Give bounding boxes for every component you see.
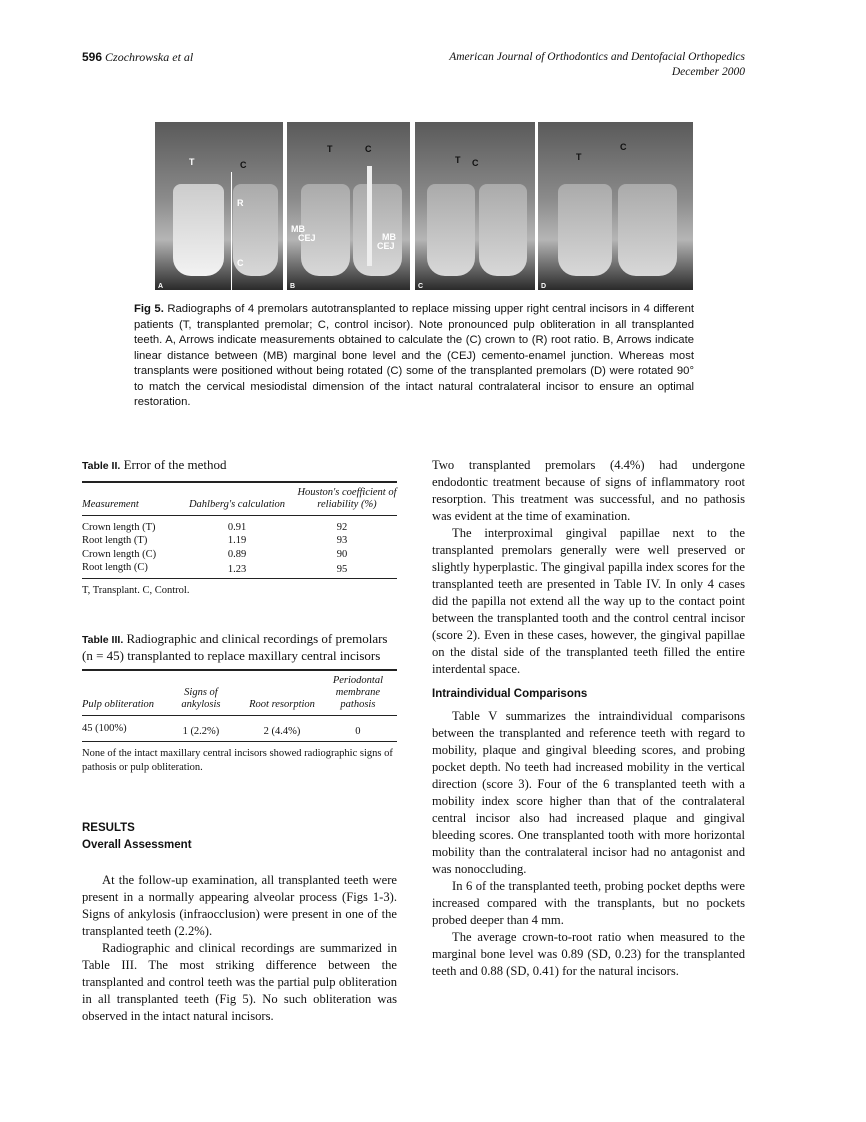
figure-caption <box>134 302 694 411</box>
table-2 <box>82 457 397 598</box>
col-header: Pulp obliteration <box>82 699 155 710</box>
col-header: Periodontal membrane pathosis <box>332 675 383 710</box>
cell: 0 <box>355 725 361 737</box>
cell: 0.89 <box>227 548 247 560</box>
paragraph: At the follow-up examination, all transplanted teeth were present in a normally appearing alveolar process (Figs 1-3). Signs of ankylosis (infraocclusion) were present in one of the transplanted teeth (2.2%). <box>82 873 397 938</box>
panel-letter: D <box>541 283 547 290</box>
radiograph-panel-b <box>287 122 410 290</box>
panel-letter: C <box>418 283 424 290</box>
table-row <box>82 722 397 742</box>
table-row <box>82 561 397 578</box>
subsection-heading: Intraindividual Comparisons <box>432 688 588 700</box>
table-2-grid <box>82 481 397 579</box>
table-row <box>82 534 397 548</box>
table-label: Table III. <box>82 634 124 646</box>
table-3 <box>82 631 397 775</box>
label-cej2: CEJ <box>377 241 395 251</box>
label-c2: C <box>237 258 244 268</box>
paragraph: Radiographic and clinical recordings are summarized in Table III. The most striking difference between the transplanted and control teeth was the partial pulp obliteration in all transplanted teeth (Fig 5). No such obliteration was observed in the intact natural incisors. <box>82 941 398 1023</box>
table-label: Table II. <box>82 460 121 472</box>
radiograph-panel-a <box>155 122 283 290</box>
label-t: T <box>576 152 582 162</box>
cell: 1.19 <box>227 535 247 546</box>
paragraph: Two transplanted premolars (4.4%) had undergone endodontic treatment because of signs of inflammatory root resorption. This treatment was successful, and no pathosis was evident at the time of examination. <box>432 458 745 523</box>
cell: 2 (4.4%) <box>263 725 301 737</box>
radiograph-panel-d <box>538 122 693 290</box>
table-3-grid <box>82 669 397 742</box>
journal-name: American Journal of Orthodontics and Dentofacial Orthopedics <box>449 51 745 63</box>
issue-date: December 2000 <box>671 66 745 78</box>
cell: Crown length (C) <box>82 548 157 560</box>
label-c: C <box>240 160 247 170</box>
paragraph: Table V summarizes the intraindividual comparisons between the transplanted and reference teeth with regard to mobility, plaque and gingival bleeding scores, and probing pocket depth. No teeth had increased mobility in the vertical direction (score 3). Four of the 6 transplanted teeth with a mobility index score higher than that of the contralateral central incisor also had increased plaque and gingival bleeding scores. One transplanted tooth with more horizontal mobility than the contralateral incisor had no antagonist and was nonoccluding. <box>432 709 745 876</box>
cell: 90 <box>336 548 348 560</box>
radiograph-panel-c <box>415 122 535 290</box>
label-t: T <box>189 157 195 167</box>
cell: 93 <box>336 535 348 546</box>
label-mb2: MB <box>382 232 396 242</box>
cell: 1 (2.2%) <box>182 725 220 737</box>
caption-text: Radiographs of 4 premolars autotransplanted to replace missing upper right central incisors in 4 different patients (T, transplanted premolar; C, control incisor). Note pronounced pulp obliteration in all transplanted teeth. A, Arrows indicate measurements obtained to calculate the (C) crown to (R) root ratio. B, Arrows indicate linear distance between (MB) marginal bone level and the (CEJ) cemento-enamel junction. Whereas most transplants were positioned without being rotated (C) some of the transplanted premolars (D) were rotated 90° to match the cervical mesiodistal dimension of the intact natural contralateral incisor to ensure an optimal restoration. <box>134 303 694 408</box>
table-note: None of the intact maxillary central incisors showed radiographic signs of pathosis or pulp obliteration. <box>82 748 393 773</box>
caption-label: Fig 5. <box>134 303 164 315</box>
label-mb: MB <box>291 224 305 234</box>
authors: Czochrowska et al <box>105 50 194 64</box>
label-r: R <box>237 198 244 208</box>
right-column-text <box>432 457 745 980</box>
table-title: Radiographic and clinical recordings of premolars (n = 45) transplanted to replace maxillary central incisors <box>82 631 388 663</box>
paragraph: In 6 of the transplanted teeth, probing pocket depths were increased compared with the transplants, but no pockets probed deeper than 4 mm. <box>432 879 745 927</box>
paragraph: The average crown-to-root ratio when measured to the marginal bone level was 0.89 (SD, 0.23) for the transplanted teeth and 0.88 (SD, 0.41) for the natural incisors. <box>432 930 745 978</box>
table-title: Error of the method <box>123 457 227 472</box>
col-header: Houston's coefficient of reliability (%) <box>297 487 397 510</box>
cell: 92 <box>336 521 348 533</box>
cell: 95 <box>336 563 348 575</box>
running-header-right <box>449 50 745 80</box>
left-column-text <box>82 820 397 1025</box>
label-t: T <box>455 155 461 165</box>
cell: 0.91 <box>227 521 247 533</box>
label-cej: CEJ <box>298 233 316 243</box>
col-header: Dahlberg's calculation <box>188 499 286 510</box>
col-header: Signs of ankylosis <box>181 687 221 710</box>
col-header: Measurement <box>82 499 139 510</box>
table-note: T, Transplant. C, Control. <box>82 584 190 596</box>
label-c: C <box>620 142 627 152</box>
label-c: C <box>365 144 372 154</box>
page-number: 596 <box>82 50 103 64</box>
subsection-heading: Overall Assessment <box>82 839 192 851</box>
cell: Crown length (T) <box>82 521 156 533</box>
table-row <box>82 548 397 562</box>
cell: Root length (T) <box>82 535 148 546</box>
cell: 1.23 <box>227 563 247 575</box>
section-heading: RESULTS <box>82 822 135 834</box>
cell: Root length (C) <box>82 562 148 573</box>
panel-letter: A <box>158 283 164 290</box>
cell: 45 (100%) <box>82 722 127 734</box>
col-header: Root resorption <box>249 699 315 710</box>
label-t: T <box>327 144 333 154</box>
label-c: C <box>472 158 479 168</box>
running-header-left <box>82 50 193 65</box>
table-row <box>82 521 397 535</box>
paragraph: The interproximal gingival papillae next to the transplanted premolars generally were well preserved or slightly hyperplastic. The gingival papilla index scores for the transplanted teeth are presented in Table IV. In only 4 cases did the papilla not extend all the way up to the contact point between the transplanted tooth and the control central incisor (score 2). Even in these cases, however, the gingival papillae on the distal side of the transplanted teeth filled the entire interdental space. <box>432 526 745 676</box>
panel-letter: B <box>290 283 296 290</box>
